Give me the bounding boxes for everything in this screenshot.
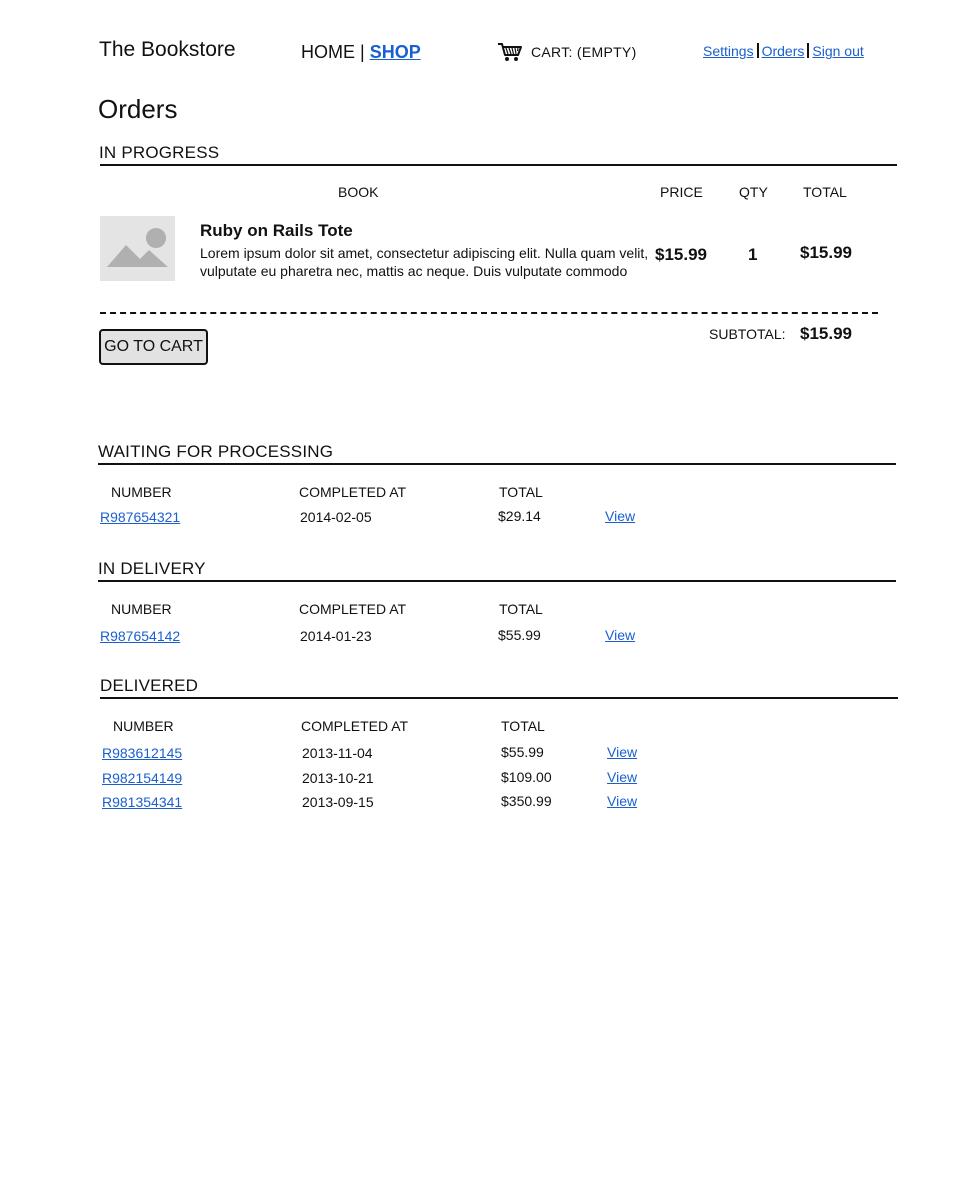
order-view-link[interactable]: View bbox=[607, 744, 638, 760]
image-placeholder-icon bbox=[100, 216, 175, 281]
section-rule bbox=[98, 463, 896, 465]
dashed-divider bbox=[100, 312, 878, 314]
shopping-cart-icon bbox=[497, 42, 523, 62]
link-divider bbox=[757, 43, 759, 58]
order-total: $350.99 bbox=[501, 793, 552, 809]
section-title-waiting: WAITING FOR PROCESSING bbox=[98, 442, 334, 461]
column-header-total: TOTAL bbox=[803, 184, 847, 200]
order-view-link[interactable]: View bbox=[605, 627, 636, 643]
column-header-qty: QTY bbox=[739, 184, 768, 200]
section-title-delivered: DELIVERED bbox=[100, 676, 199, 695]
order-completed-at: 2013-10-21 bbox=[302, 770, 374, 786]
brand-title: The Bookstore bbox=[99, 38, 236, 61]
order-total: $109.00 bbox=[501, 769, 552, 785]
section-rule bbox=[98, 580, 896, 582]
subtotal-label: SUBTOTAL: bbox=[709, 326, 786, 342]
order-completed-at: 2014-02-05 bbox=[300, 509, 372, 525]
order-view-link[interactable]: View bbox=[605, 508, 636, 524]
column-header-book: BOOK bbox=[338, 184, 379, 200]
column-header-total: TOTAL bbox=[499, 484, 543, 500]
order-number-link[interactable]: R987654321 bbox=[100, 509, 181, 525]
order-completed-at: 2013-09-15 bbox=[302, 794, 374, 810]
settings-link[interactable]: Settings bbox=[703, 43, 754, 59]
order-view-link[interactable]: View bbox=[607, 793, 638, 809]
order-view-link[interactable]: View bbox=[607, 769, 638, 785]
cart-item-description: Lorem ipsum dolor sit amet, consectetur adipiscing elit. Nulla quam velit, vulputate eu pharetra nec, mattis ac neque. Duis vulputate commodo bbox=[200, 245, 649, 279]
order-number-link[interactable]: R982154149 bbox=[102, 770, 183, 786]
order-total: $55.99 bbox=[501, 744, 544, 760]
order-number-link[interactable]: R983612145 bbox=[102, 745, 183, 761]
main-nav bbox=[301, 42, 421, 63]
column-header-price: PRICE bbox=[660, 184, 703, 200]
sign-out-link[interactable]: Sign out bbox=[812, 43, 864, 59]
order-number-link[interactable]: R987654142 bbox=[100, 628, 181, 644]
order-total: $29.14 bbox=[498, 508, 541, 524]
nav-home[interactable]: HOME bbox=[301, 42, 355, 62]
section-rule bbox=[100, 697, 898, 699]
section-title-in-delivery: IN DELIVERY bbox=[98, 559, 206, 578]
order-completed-at: 2014-01-23 bbox=[300, 628, 372, 644]
column-header-total: TOTAL bbox=[501, 718, 545, 734]
section-rule bbox=[100, 164, 897, 166]
column-header-completed-at: COMPLETED AT bbox=[299, 601, 407, 617]
go-to-cart-button[interactable]: GO TO CART bbox=[99, 329, 208, 365]
order-total: $55.99 bbox=[498, 627, 541, 643]
cart-item-price: $15.99 bbox=[655, 245, 707, 264]
section-title-in-progress: IN PROGRESS bbox=[99, 143, 220, 162]
column-header-completed-at: COMPLETED AT bbox=[299, 484, 407, 500]
cart-item-title: Ruby on Rails Tote bbox=[200, 221, 353, 240]
order-completed-at: 2013-11-04 bbox=[302, 745, 373, 761]
nav-separator: | bbox=[360, 42, 365, 62]
column-header-number: NUMBER bbox=[111, 484, 172, 500]
order-number-link[interactable]: R981354341 bbox=[102, 794, 183, 810]
cart-item-total: $15.99 bbox=[800, 243, 852, 262]
cart-status[interactable] bbox=[497, 42, 637, 62]
link-divider bbox=[807, 43, 809, 58]
cart-item-qty: 1 bbox=[748, 245, 758, 264]
orders-link[interactable]: Orders bbox=[761, 43, 805, 59]
product-thumbnail bbox=[100, 216, 175, 281]
column-header-completed-at: COMPLETED AT bbox=[301, 718, 409, 734]
page-title: Orders bbox=[98, 94, 178, 124]
column-header-number: NUMBER bbox=[111, 601, 172, 617]
user-links bbox=[703, 43, 864, 59]
column-header-total: TOTAL bbox=[499, 601, 543, 617]
nav-shop-link[interactable]: SHOP bbox=[369, 42, 421, 62]
subtotal-value: $15.99 bbox=[800, 324, 852, 343]
column-header-number: NUMBER bbox=[113, 718, 174, 734]
cart-label: CART: (EMPTY) bbox=[531, 44, 637, 60]
